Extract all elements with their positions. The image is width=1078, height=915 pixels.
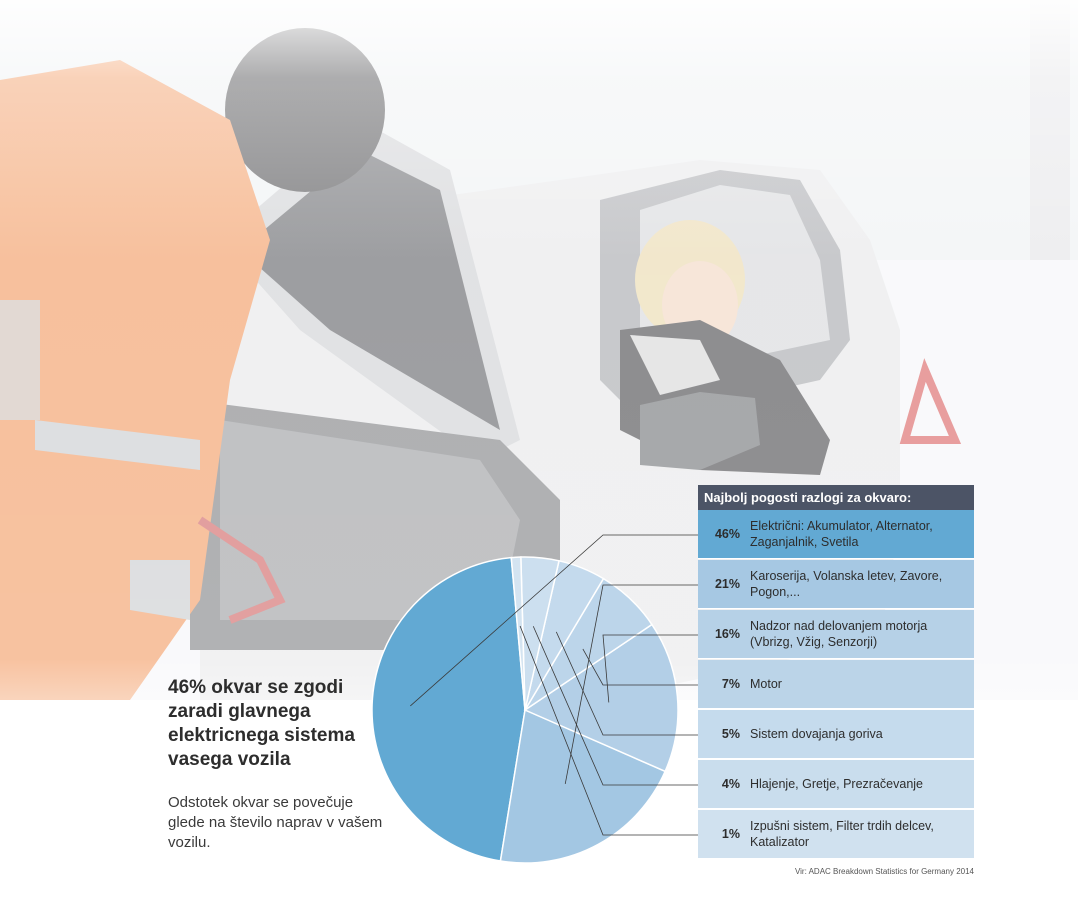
legend-row [698,560,974,609]
legend-row-label: Nadzor nad delovanjem motorja (Vbrizg, Vžig, Senzorji) [750,619,928,649]
source-note: Vir: ADAC Breakdown Statistics for Germany 2014 [794,867,974,876]
legend-row [698,610,974,659]
legend-row-label: Hlajenje, Gretje, Prezračevanje [750,777,923,791]
headline: 46% okvar se zgodi zaradi glavnega elektricnega sistema vasega vozila [168,677,355,770]
legend-row-label: Motor [750,677,782,691]
legend-row-percent: 21% [714,577,740,591]
legend-row-percent: 5% [721,727,740,741]
legend-row-percent: 1% [721,827,740,841]
legend-row-percent: 7% [721,677,740,691]
legend-row-label: Sistem dovajanja goriva [750,727,883,741]
legend-row [698,510,974,559]
legend-row-label: Izpušni sistem, Filter trdih delcev, Katalizator [750,819,934,849]
legend-row-percent: 4% [721,777,740,791]
legend-row-label: Električni: Akumulator, Alternator, Zaganjalnik, Svetila [750,519,933,549]
pie-slice [372,558,525,861]
legend-row-percent: 46% [714,527,740,541]
legend-row-percent: 16% [714,627,740,641]
legend-row [698,660,974,709]
legend-table-title: Najbolj pogosti razlogi za okvaro: [698,485,974,510]
legend-row [698,710,974,759]
legend-row [698,810,974,859]
legend-row-label: Karoserija, Volanska letev, Zavore, Pogon,... [750,569,943,599]
subtext: Odstotek okvar se povečuje glede na število naprav v vašem vozilu. [168,794,383,851]
legend-row [698,760,974,809]
